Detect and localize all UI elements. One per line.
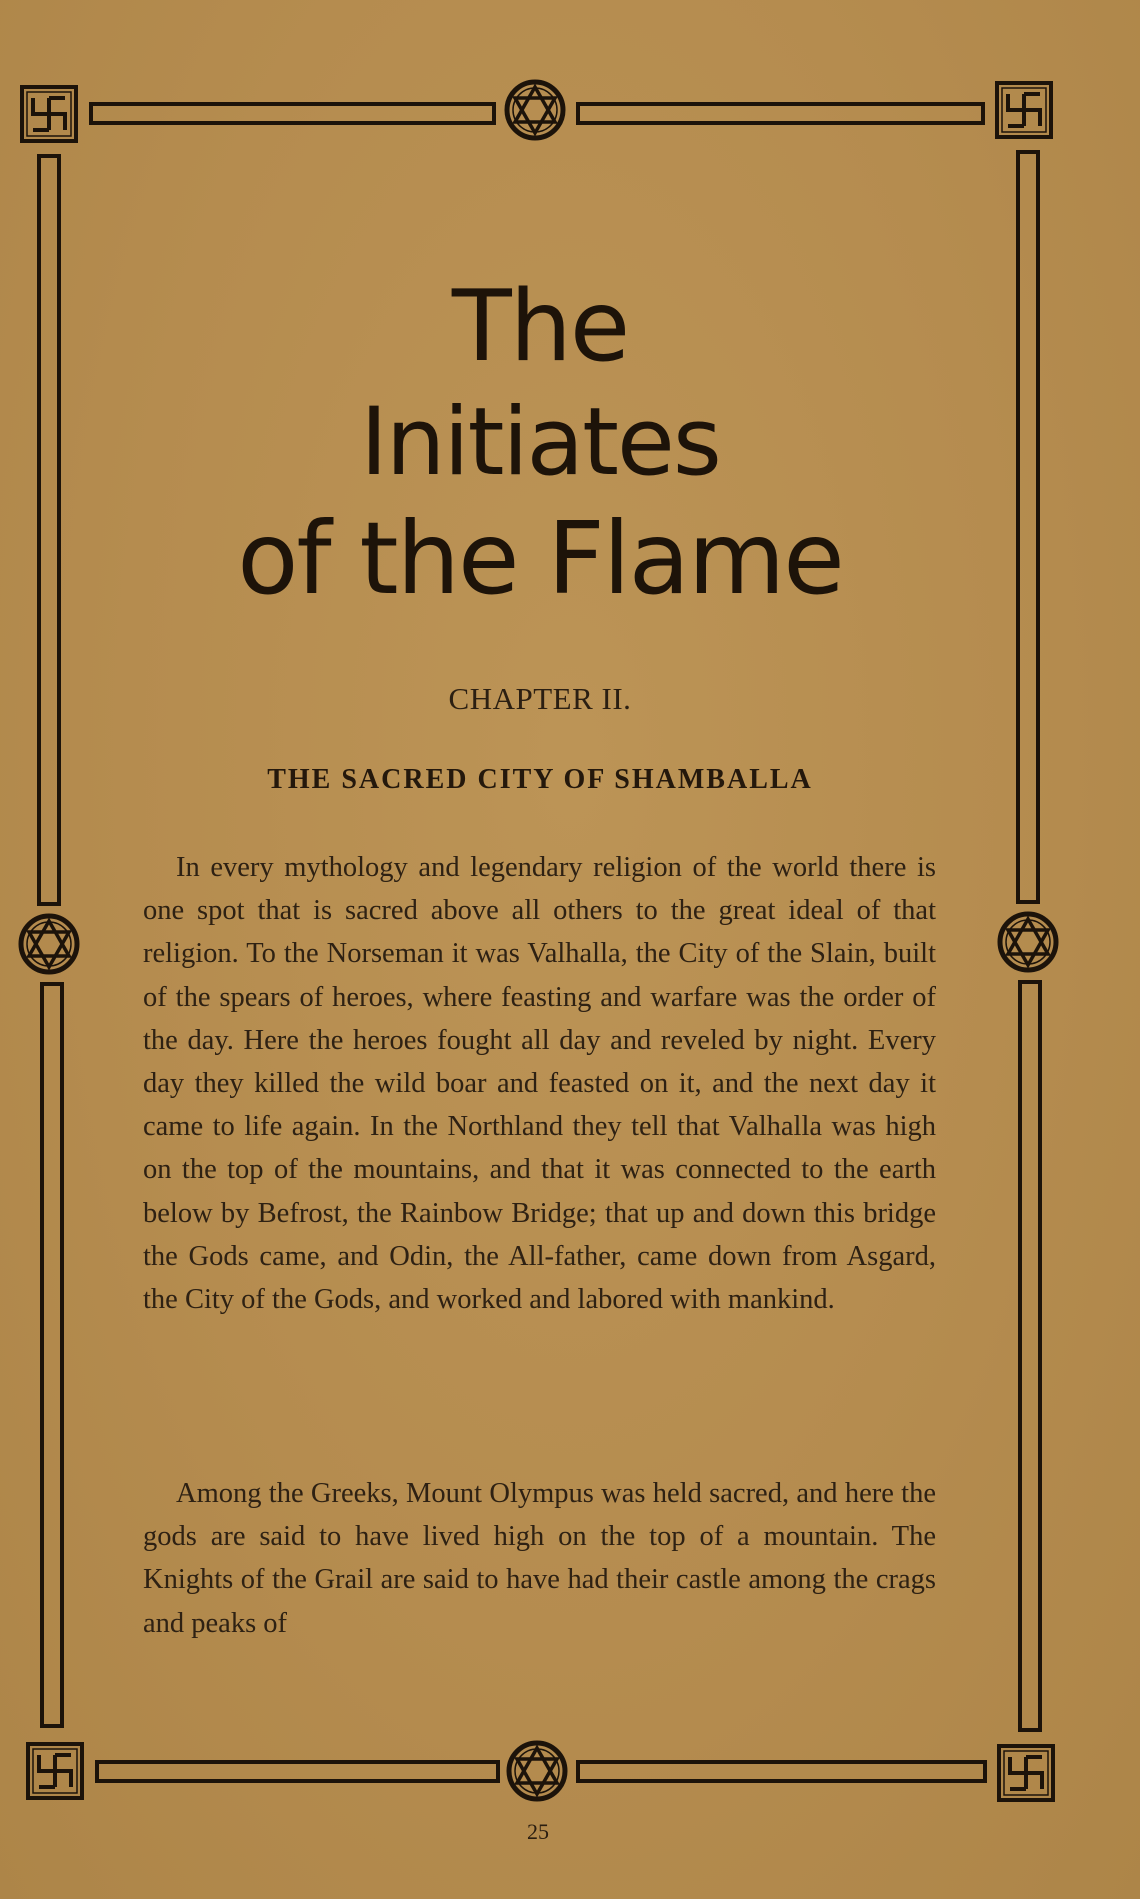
left-star-icon — [21, 916, 77, 972]
title-line-initiates: Initiates — [360, 388, 720, 497]
bottom-right-cross-icon — [999, 1746, 1053, 1800]
title-line-the: The — [451, 270, 629, 384]
title-line-of-the-flame: of the Flame — [237, 500, 843, 617]
bottom-right-bar — [578, 1762, 985, 1781]
right-star-icon — [1000, 914, 1056, 970]
paragraph-text: Among the Greeks, Mount Olympus was held sacred, and here the gods are said to have lived high on the top of a mountain. The Knights of the Grail are said to have had their castle among the crags and peaks of — [143, 1478, 936, 1639]
top-right-bar — [578, 104, 983, 123]
body-paragraph-2 — [143, 1472, 936, 1645]
body-paragraph-1 — [143, 846, 936, 1321]
right-lower-bar — [1020, 982, 1040, 1730]
bottom-left-bar — [97, 1762, 498, 1781]
left-lower-bar — [42, 984, 62, 1726]
top-star-icon — [507, 82, 563, 138]
top-right-cross-icon — [997, 83, 1051, 137]
paragraph-text: In every mythology and legendary religion of the world there is one spot that is sacred above all others to the great ideal of that religion. To the Norseman it was Valhalla, the City of the Slain, built of the spears of heroes, where feasting and warfare was the order of the day. Here the heroes fought all day and reveled by night. Every day they killed the wild boar and feasted on it, and the next day it came to life again. In the Northland they tell that Valhalla was high on the top of the mountains, and that it was connected to the earth below by Befrost, the Rainbow Bridge; that up and down this bridge the Gods came, and Odin, the All-father, came down from Asgard, the City of the Gods, and worked and labored with mankind. — [143, 852, 936, 1316]
bottom-left-cross-icon — [28, 1744, 82, 1798]
top-left-cross-icon — [22, 87, 76, 141]
chapter-number: CHAPTER II. — [448, 681, 632, 716]
bottom-star-icon — [509, 1743, 565, 1799]
top-left-bar — [91, 104, 494, 123]
page-number: 25 — [527, 1819, 549, 1844]
chapter-title: THE SACRED CITY OF SHAMBALLA — [267, 764, 813, 795]
